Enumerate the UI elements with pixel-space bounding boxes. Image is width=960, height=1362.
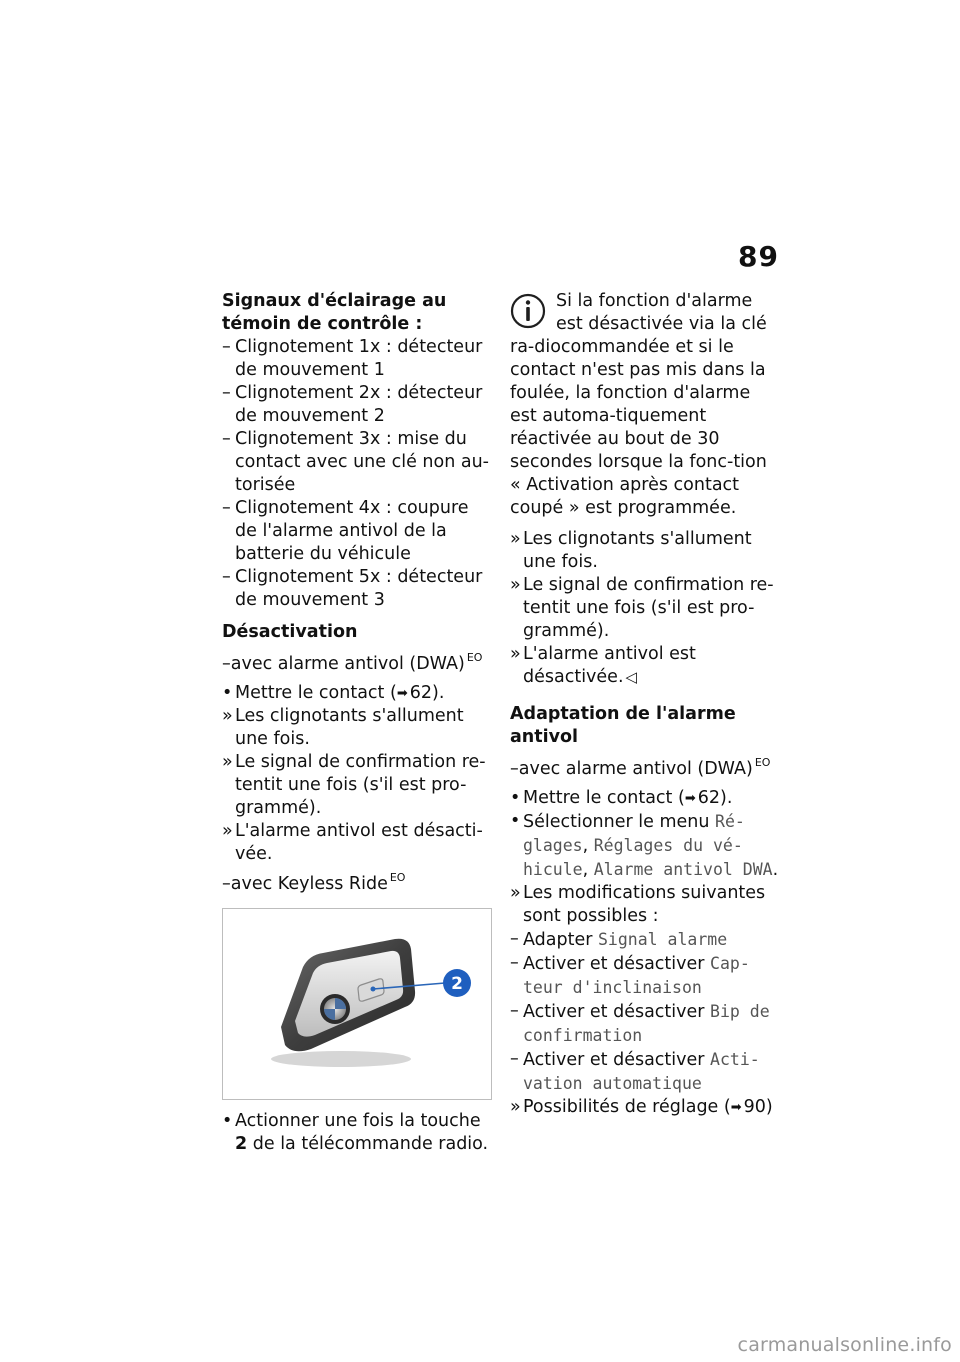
result-item: » Possibilités de réglage (➡ 90) [510,1097,773,1117]
dash-marker: – [222,429,231,449]
eo-superscript: EO [754,756,771,769]
bullet-item: • Sélectionner le menu Ré-glages, Réglages du vé-hicule, Alarme antivol DWA. [510,811,779,880]
dash-marker: – [510,1049,519,1069]
list-item: – Clignotement 2x : détecteur de mouvement 2 [222,383,483,426]
info-text: Si la fonction d'alarme est désactivée via la clé ra-diocommandée et si le contact n'est pas mis dans la foulée, la fonction d'alarme est automa-tiquement réactivée au bout de 30 secondes lorsque la fonc-tion « Activation après contact coupé » est programmée. [510,291,767,518]
list-item: – Clignotement 3x : mise du contact avec une clé non au-torisée [222,429,489,495]
list-item: – Clignotement 5x : détecteur de mouvement 3 [222,567,483,610]
page-ref-link[interactable]: 90) [743,1097,773,1117]
watermark-footer: carmanualsonline.info [737,1334,952,1356]
result-marker: » [510,529,521,549]
dash-marker: – [510,1001,519,1021]
dash-marker: – [222,567,231,587]
left-column [222,290,492,1156]
page-number: 89 [738,240,779,273]
remote-key-illustration [223,909,491,1099]
result-marker: » [510,883,521,903]
right-column [510,290,782,1119]
bullet-item: • Mettre le contact (➡ 62). [510,788,733,808]
info-icon [510,292,550,330]
eo-superscript: EO [389,871,406,884]
bullet-item: • Actionner une fois la touche 2 de la télécommande radio. [222,1111,489,1154]
result-marker: » [510,575,521,595]
dash-marker: – [510,953,519,973]
remote-key-figure [222,908,492,1100]
eo-superscript: EO [466,651,483,664]
result-item: » L'alarme antivol est désactivée. ◁ [510,644,696,687]
callout-number: 2 [451,974,463,994]
result-marker: » [510,644,521,664]
menu-path-2: Réglages du vé-hicule [523,836,743,879]
result-item: » Les modifications suivantes sont possibles : [510,883,766,926]
dash-marker: – [222,337,231,357]
section-title-signals: Signaux d'éclairage au témoin de contrôle : [222,291,447,334]
page-ref-link[interactable]: 62). [697,788,733,808]
section-title-deactivation: Désactivation [222,622,358,642]
result-marker: » [510,1097,521,1117]
condition-dwa: –avec alarme antivol (DWA) $^{EO}$ [510,756,771,779]
condition-keyless: –avec Keyless Ride $^{EO}$ [222,871,406,894]
bullet-item: • Mettre le contact (➡ 62). [222,683,445,703]
option-item: – Adapter Signal alarme [510,929,728,950]
option-item: – Activer et désactiver Acti-vation automatique [510,1049,760,1093]
section-end-icon: ◁ [625,668,638,686]
result-marker: » [222,752,233,772]
page-ref-link[interactable]: 62). [409,683,445,703]
info-note [510,290,782,520]
result-item: » Les clignotants s'allument une fois. [222,706,464,749]
list-item: – Clignotement 1x : détecteur de mouvement 1 [222,337,483,380]
bullet-marker: • [222,1111,233,1131]
page-ref-arrow-icon: ➡ [684,791,696,806]
bullet-marker: • [510,811,521,831]
result-item: » Les clignotants s'allument une fois. [510,529,752,572]
page-ref-arrow-icon: ➡ [396,686,408,701]
option-item: – Activer et désactiver Bip de confirmation [510,1001,770,1045]
result-marker: » [222,706,233,726]
bullet-marker: • [510,788,521,808]
list-item: – Clignotement 4x : coupure de l'alarme antivol de la batterie du véhicule [222,498,469,564]
result-item: » Le signal de confirmation re-tentit une fois (s'il est pro-grammé). [510,575,774,641]
page-ref-arrow-icon: ➡ [730,1100,742,1115]
option-item: – Activer et désactiver Cap-teur d'inclinaison [510,953,750,997]
bullet-marker: • [222,683,233,703]
menu-path-1: Ré-glages [523,812,745,855]
dash-marker: – [510,929,519,949]
section-title-adaptation: Adaptation de l'alarme antivol [510,704,736,747]
menu-path-3: Alarme antivol DWA [593,860,773,879]
result-marker: » [222,821,233,841]
condition-dwa: –avec alarme antivol (DWA) $^{EO}$ [222,651,483,674]
dash-marker: – [222,383,231,403]
signal-list [222,336,492,612]
result-item: » L'alarme antivol est désacti-vée. [222,821,483,864]
dash-marker: – [222,498,231,518]
result-item: » Le signal de confirmation re-tentit une fois (s'il est pro-grammé). [222,752,486,818]
